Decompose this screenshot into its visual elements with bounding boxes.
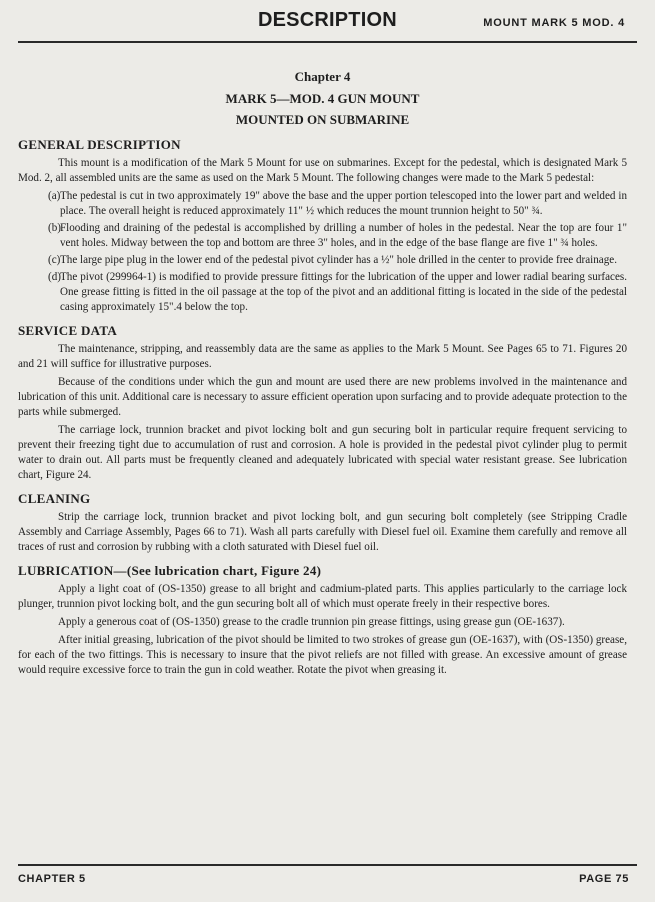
list-item-label: (c) <box>48 254 61 266</box>
list-item-label: (b) <box>48 222 61 234</box>
service-paragraph-1: The maintenance, stripping, and reassembly data are the same as applies to the Mark 5 Mount. See Pages 65 to 71. Figures 20 and 21 will suffice for illustrative purposes. <box>18 343 627 370</box>
list-item-text: Flooding and draining of the pedestal is accomplished by drilling a number of holes in the pedestal. Near the top are four 1" vent holes. Midway between the top and bottom are three 3" holes, and in the edge of the base flange are five 1" ¾ holes. <box>60 222 627 249</box>
section-heading-lubrication: LUBRICATION—(See lubrication chart, Figure 24) <box>18 563 322 578</box>
list-item-label: (a) <box>48 190 61 202</box>
general-intro-paragraph: This mount is a modification of the Mark 5 Mount for use on submarines. Except for the pedestal, which is designated Mark 5 Mod. 2, all assembled units are the same as used on the Mark 5 Mount. The following changes were made to the Mark 5 pedestal: <box>18 157 627 184</box>
service-paragraph-2: Because of the conditions under which the gun and mount are used there are new problems involved in the maintenance and lubrication of this unit. Additional care is necessary to assure efficient operation upon surfacing and to provide adequate protection to the parts while submerged. <box>18 376 627 418</box>
pedestal-changes-list <box>18 189 627 315</box>
chapter-label: Chapter 4 <box>294 69 351 84</box>
list-item <box>18 221 627 251</box>
page-header-title: DESCRIPTION <box>258 9 397 31</box>
lubrication-paragraph-1: Apply a light coat of (OS-1350) grease to all bright and cadmium-plated parts. This applies particularly to the carriage lock plunger, trunnion pivot locking bolt, and the gun securing bolt all of which must operate freely in their respective bores. <box>18 583 627 610</box>
list-item-label: (d) <box>48 271 61 283</box>
list-item-text: The large pipe plug in the lower end of the pedestal pivot cylinder has a ½" hole drilled in the center to provide free drainage. <box>60 254 617 266</box>
list-item <box>18 270 627 315</box>
section-heading-cleaning: CLEANING <box>18 491 91 506</box>
chapter-title-line-2: MOUNTED ON SUBMARINE <box>235 112 410 127</box>
header-rule <box>18 41 637 43</box>
list-item-text: The pivot (299964-1) is modified to provide pressure fittings for the lubrication of the upper and lower radial bearing surfaces. One grease fitting is fitted in the oil passage at the top of the pivot and an additional fitting is located in the side of the pedestal casing approximately 15".4 below the top. <box>60 271 627 313</box>
service-paragraph-3: The carriage lock, trunnion bracket and pivot locking bolt and gun securing bolt in particular require frequent servicing to prevent their freezing tight due to accumulation of rust and corrosion. A hole is provided in the pedestal pivot cylinder plug to permit water to drain out. All parts must be frequently cleaned and adequately lubricated with special water resistant grease. See lubrication chart, Figure 24. <box>18 424 627 481</box>
cleaning-paragraph-1: Strip the carriage lock, trunnion bracket and pivot locking bolt, and gun securing bolt completely (see Stripping Cradle Assembly and Carriage Assembly, Pages 66 to 71). Wash all parts carefully with Diesel fuel oil. Examine them carefully and remove all traces of rust and corrosion by rubbing with a cloth saturated with Diesel fuel oil. <box>18 511 627 553</box>
list-item <box>18 253 627 268</box>
footer-page-number: PAGE 75 <box>579 873 629 885</box>
section-heading-service: SERVICE DATA <box>18 323 118 338</box>
lubrication-paragraph-3: After initial greasing, lubrication of the pivot should be limited to two strokes of grease gun (OE-1637), with (OS-1350) grease, for each of the two fittings. This is necessary to insure that the pivot reliefs are not filled with grease. An excessive amount of grease would require excessive force to train the gun in cold weather. Rotate the pivot when greasing it. <box>18 634 627 676</box>
list-item <box>18 189 627 219</box>
lubrication-paragraph-2: Apply a generous coat of (OS-1350) grease to the cradle trunnion pin grease fittings, using grease gun (OE-1637). <box>58 616 565 628</box>
chapter-title-line-1: MARK 5—MOD. 4 GUN MOUNT <box>225 91 420 106</box>
page-content <box>18 66 627 681</box>
list-item-text: The pedestal is cut in two approximately 19" above the base and the upper portion telescoped into the lower part and welded in place. The overall height is reduced approximately 11" ½ which reduces the mount trunnion height to 50" ¾. <box>60 190 627 217</box>
page-header-mount: MOUNT MARK 5 MOD. 4 <box>483 17 625 29</box>
footer-chapter: CHAPTER 5 <box>18 873 86 885</box>
section-heading-general: GENERAL DESCRIPTION <box>18 137 181 152</box>
footer-rule <box>18 864 637 866</box>
